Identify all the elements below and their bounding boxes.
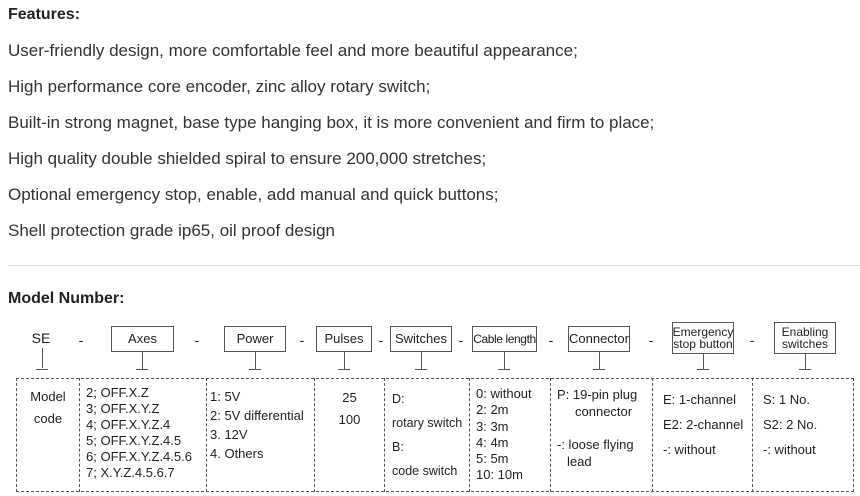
connector-stem xyxy=(42,348,43,368)
power-option: 4. Others xyxy=(210,446,264,461)
connector-bar xyxy=(799,369,811,370)
power-option: 1: 5V xyxy=(210,389,241,404)
header-switches: Switches xyxy=(390,326,452,352)
connector-stem xyxy=(703,354,704,370)
model-line-1: Model xyxy=(30,389,66,404)
feature-item: Optional emergency stop, enable, add manual and quick buttons; xyxy=(8,185,499,204)
connector-bar xyxy=(415,369,427,370)
connector-bar xyxy=(498,369,510,370)
header-enabling-line-2: switches xyxy=(781,337,828,351)
column-axes xyxy=(79,378,206,492)
axes-option: 3; OFF.X.Y.Z xyxy=(86,401,160,416)
connector-stem xyxy=(421,352,422,370)
separator: - xyxy=(648,332,654,348)
connector-option: lead xyxy=(567,454,592,469)
column-connector xyxy=(550,378,652,492)
axes-option: 5; OFF.X.Y.Z.4.5 xyxy=(86,433,182,448)
connector-option: -: loose flying xyxy=(557,437,634,452)
emergency-option: E: 1-channel xyxy=(663,392,736,407)
connector-bar xyxy=(697,369,709,370)
connector-stem xyxy=(805,354,806,370)
header-cable-length: Cable length xyxy=(472,326,537,352)
model-line-2: code xyxy=(33,411,63,426)
enabling-option: S2: 2 No. xyxy=(763,417,818,432)
header-enabling-line-1: Enabling xyxy=(781,325,829,339)
header-emergency-line-1: Emergency xyxy=(672,325,734,339)
connector-stem xyxy=(344,352,345,370)
cable-option: 5: 5m xyxy=(476,451,509,467)
connector-stem xyxy=(599,352,600,370)
cable-option: 10: 10m xyxy=(476,467,523,483)
model-number-title: Model Number: xyxy=(8,290,125,307)
header-connector: Connector xyxy=(568,326,630,352)
power-option: 3. 12V xyxy=(210,427,248,442)
switches-option: code switch xyxy=(392,464,458,478)
column-model xyxy=(16,378,79,492)
feature-item: High performance core encoder, zinc alloy rotary switch; xyxy=(8,77,431,96)
separator: - xyxy=(299,332,305,348)
separator: - xyxy=(194,332,200,348)
cable-option: 2: 2m xyxy=(476,402,509,418)
connector-stem xyxy=(142,352,143,370)
feature-item: Shell protection grade ip65, oil proof design xyxy=(8,221,335,240)
connector-bar xyxy=(136,369,148,370)
connector-bar xyxy=(36,369,48,370)
feature-item: High quality double shielded spiral to ensure 200,000 stretches; xyxy=(8,149,487,168)
connector-bar xyxy=(593,369,605,370)
divider xyxy=(8,265,860,266)
column-enabling xyxy=(752,378,854,492)
enabling-option: S: 1 No. xyxy=(763,392,810,407)
switches-option: rotary switch xyxy=(392,416,463,430)
column-emergency xyxy=(652,378,752,492)
feature-item: User-friendly design, more comfortable feel and more beautiful appearance; xyxy=(8,41,578,60)
connector-option: connector xyxy=(575,404,633,419)
cable-option: 0: without xyxy=(476,386,532,401)
column-switches xyxy=(384,378,463,492)
features-title: Features: xyxy=(8,6,81,23)
axes-option: 6; OFF.X.Y.Z.4.5.6 xyxy=(86,449,192,464)
cable-option: 4: 4m xyxy=(476,434,509,450)
emergency-option: -: without xyxy=(663,442,716,457)
connector-bar xyxy=(338,369,350,370)
separator: - xyxy=(458,332,464,348)
enabling-option: -: without xyxy=(763,442,816,457)
pulses-option: 25 xyxy=(342,390,357,405)
axes-option: 2; OFF.X.Z xyxy=(86,385,149,400)
header-power: Power xyxy=(224,326,286,352)
separator: - xyxy=(378,332,384,348)
header-enabling xyxy=(774,322,836,354)
power-option: 2: 5V differential xyxy=(210,408,304,423)
axes-option: 7; X.Y.Z.4.5.6.7 xyxy=(86,465,175,480)
header-pulses: Pulses xyxy=(316,326,372,352)
separator: - xyxy=(78,332,84,348)
pulses-option: 100 xyxy=(338,412,361,427)
connector-stem xyxy=(255,352,256,370)
header-emergency-line-2: stop button xyxy=(673,337,733,351)
feature-item: Built-in strong magnet, base type hanging box, it is more convenient and firm to place; xyxy=(8,113,655,132)
column-cable-length xyxy=(469,378,550,492)
header-emergency xyxy=(672,322,734,354)
separator: - xyxy=(749,332,755,348)
header-prefix: SE xyxy=(31,330,51,346)
axes-option: 4; OFF.X.Y.Z.4 xyxy=(86,417,171,432)
column-pulses xyxy=(314,378,384,492)
connector-stem xyxy=(504,352,505,370)
model-number-diagram xyxy=(0,318,860,496)
separator: - xyxy=(548,332,554,348)
switches-option: D: xyxy=(392,392,405,406)
column-power xyxy=(206,378,314,492)
header-axes: Axes xyxy=(111,326,174,352)
connector-option: P: 19-pin plug xyxy=(557,387,638,402)
switches-option: B: xyxy=(392,440,404,454)
emergency-option: E2: 2-channel xyxy=(663,417,744,432)
connector-bar xyxy=(249,369,261,370)
cable-option: 3: 3m xyxy=(476,418,509,434)
